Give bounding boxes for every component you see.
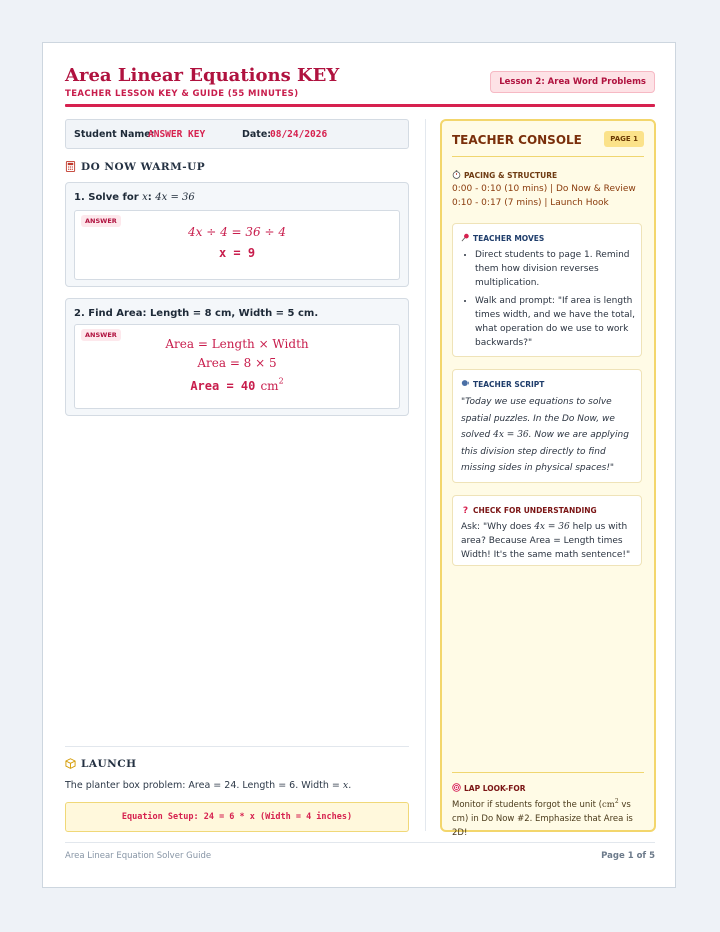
section-divider (65, 746, 409, 747)
teacher-moves-card (452, 223, 642, 357)
lap-lookfor-text: Monitor if students forgot the unit ($cm^2$ vs cm) in Do Now #2. Emphasize that Area is 2D! (452, 798, 633, 838)
answer-step: Area = Length × Width (165, 337, 309, 351)
lesson-badge: Lesson 2: Area Word Problems (490, 71, 655, 93)
check-understanding-text: Ask: "Why does 4x = 36 help us with area? Because Area = Length times Width! It's the same math sentence!" (461, 522, 631, 560)
question-mark-icon (461, 505, 470, 514)
console-divider (452, 156, 644, 157)
answer-step: Area = 8 × 5 (197, 356, 277, 370)
answer-step: 4x ÷ 4 = 36 ÷ 4 (188, 225, 286, 239)
answer-result: Area = 40 $cm^2$ (190, 376, 284, 393)
problem-1-question: 1. Solve for x: 4x = 36 (74, 192, 195, 203)
footer-guide-title: Area Linear Equation Solver Guide (65, 851, 212, 861)
svg-text:?: ? (462, 506, 469, 514)
calculator-icon (65, 161, 76, 172)
pacing-line: 0:00 - 0:10 (10 mins) | Do Now & Review (452, 184, 636, 194)
page-number: Page 1 of 5 (601, 851, 655, 861)
student-info-row (65, 119, 409, 149)
pushpin-icon (461, 233, 470, 242)
stopwatch-icon (452, 170, 461, 179)
problem-2-card (65, 298, 409, 416)
footer-divider (65, 842, 655, 843)
column-divider (425, 119, 426, 831)
do-now-heading-text: DO NOW WARM-UP (81, 161, 206, 173)
box-icon (65, 758, 76, 769)
pacing-line: 0:10 - 0:17 (7 mins) | Launch Hook (452, 198, 609, 208)
teacher-script-text: "Today we use equations to solve spatial puzzles. In the Do Now, we solved 4x = 36. Now we are applying this division step directly to find missing sides in physical spaces!" (461, 397, 629, 473)
page-badge: PAGE 1 (604, 131, 644, 147)
teacher-moves-label: TEACHER MOVES (461, 233, 544, 243)
teacher-moves-list (461, 248, 635, 354)
worksheet-page (42, 42, 676, 888)
answer-tag: ANSWER (81, 215, 121, 227)
speaking-head-icon (461, 379, 470, 388)
pacing-label: PACING & STRUCTURE (452, 170, 557, 180)
student-name-value: ANSWER KEY (148, 129, 206, 140)
teacher-script-label: TEACHER SCRIPT (461, 379, 544, 389)
teacher-move-item: • Walk and prompt: "If area is length times width, and we have the total, what operation do we use to work backwards?" (475, 294, 635, 350)
answer-tag: ANSWER (81, 329, 121, 341)
console-divider (452, 772, 644, 773)
date-value: 08/24/2026 (270, 129, 328, 140)
check-understanding-label: ? CHECK FOR UNDERSTANDING (462, 506, 597, 515)
problem-1-card (65, 182, 409, 287)
student-name-label: Student Name: (74, 129, 155, 140)
do-now-heading (65, 161, 205, 173)
console-title: TEACHER CONSOLE (452, 133, 582, 147)
launch-text: The planter box problem: Area = 24. Length = 6. Width = x. (65, 780, 352, 791)
date-label: Date: (242, 129, 272, 140)
check-understanding-card (452, 495, 642, 566)
teacher-console (440, 119, 656, 838)
page-subtitle: TEACHER LESSON KEY & GUIDE (55 MINUTES) (65, 89, 299, 99)
problem-2-answer-box (74, 324, 400, 409)
teacher-script-card (452, 369, 642, 483)
problem-2-question: 2. Find Area: Length = 8 cm, Width = 5 cm. (74, 308, 319, 319)
answer-result: x = 9 (218, 246, 256, 260)
equation-setup-box: Equation Setup: 24 = 6 * x (Width = 4 inches) (65, 802, 409, 832)
launch-heading-text: LAUNCH (81, 758, 137, 770)
page-title: Area Linear Equations KEY (65, 65, 340, 86)
header-divider (65, 104, 655, 107)
lap-lookfor-label: LAP LOOK-FOR (452, 783, 526, 793)
target-icon (452, 783, 461, 792)
launch-heading (65, 758, 137, 770)
problem-1-answer-box (74, 210, 400, 280)
teacher-move-item: • Direct students to page 1. Remind them how division reverses multiplication. (475, 248, 635, 290)
